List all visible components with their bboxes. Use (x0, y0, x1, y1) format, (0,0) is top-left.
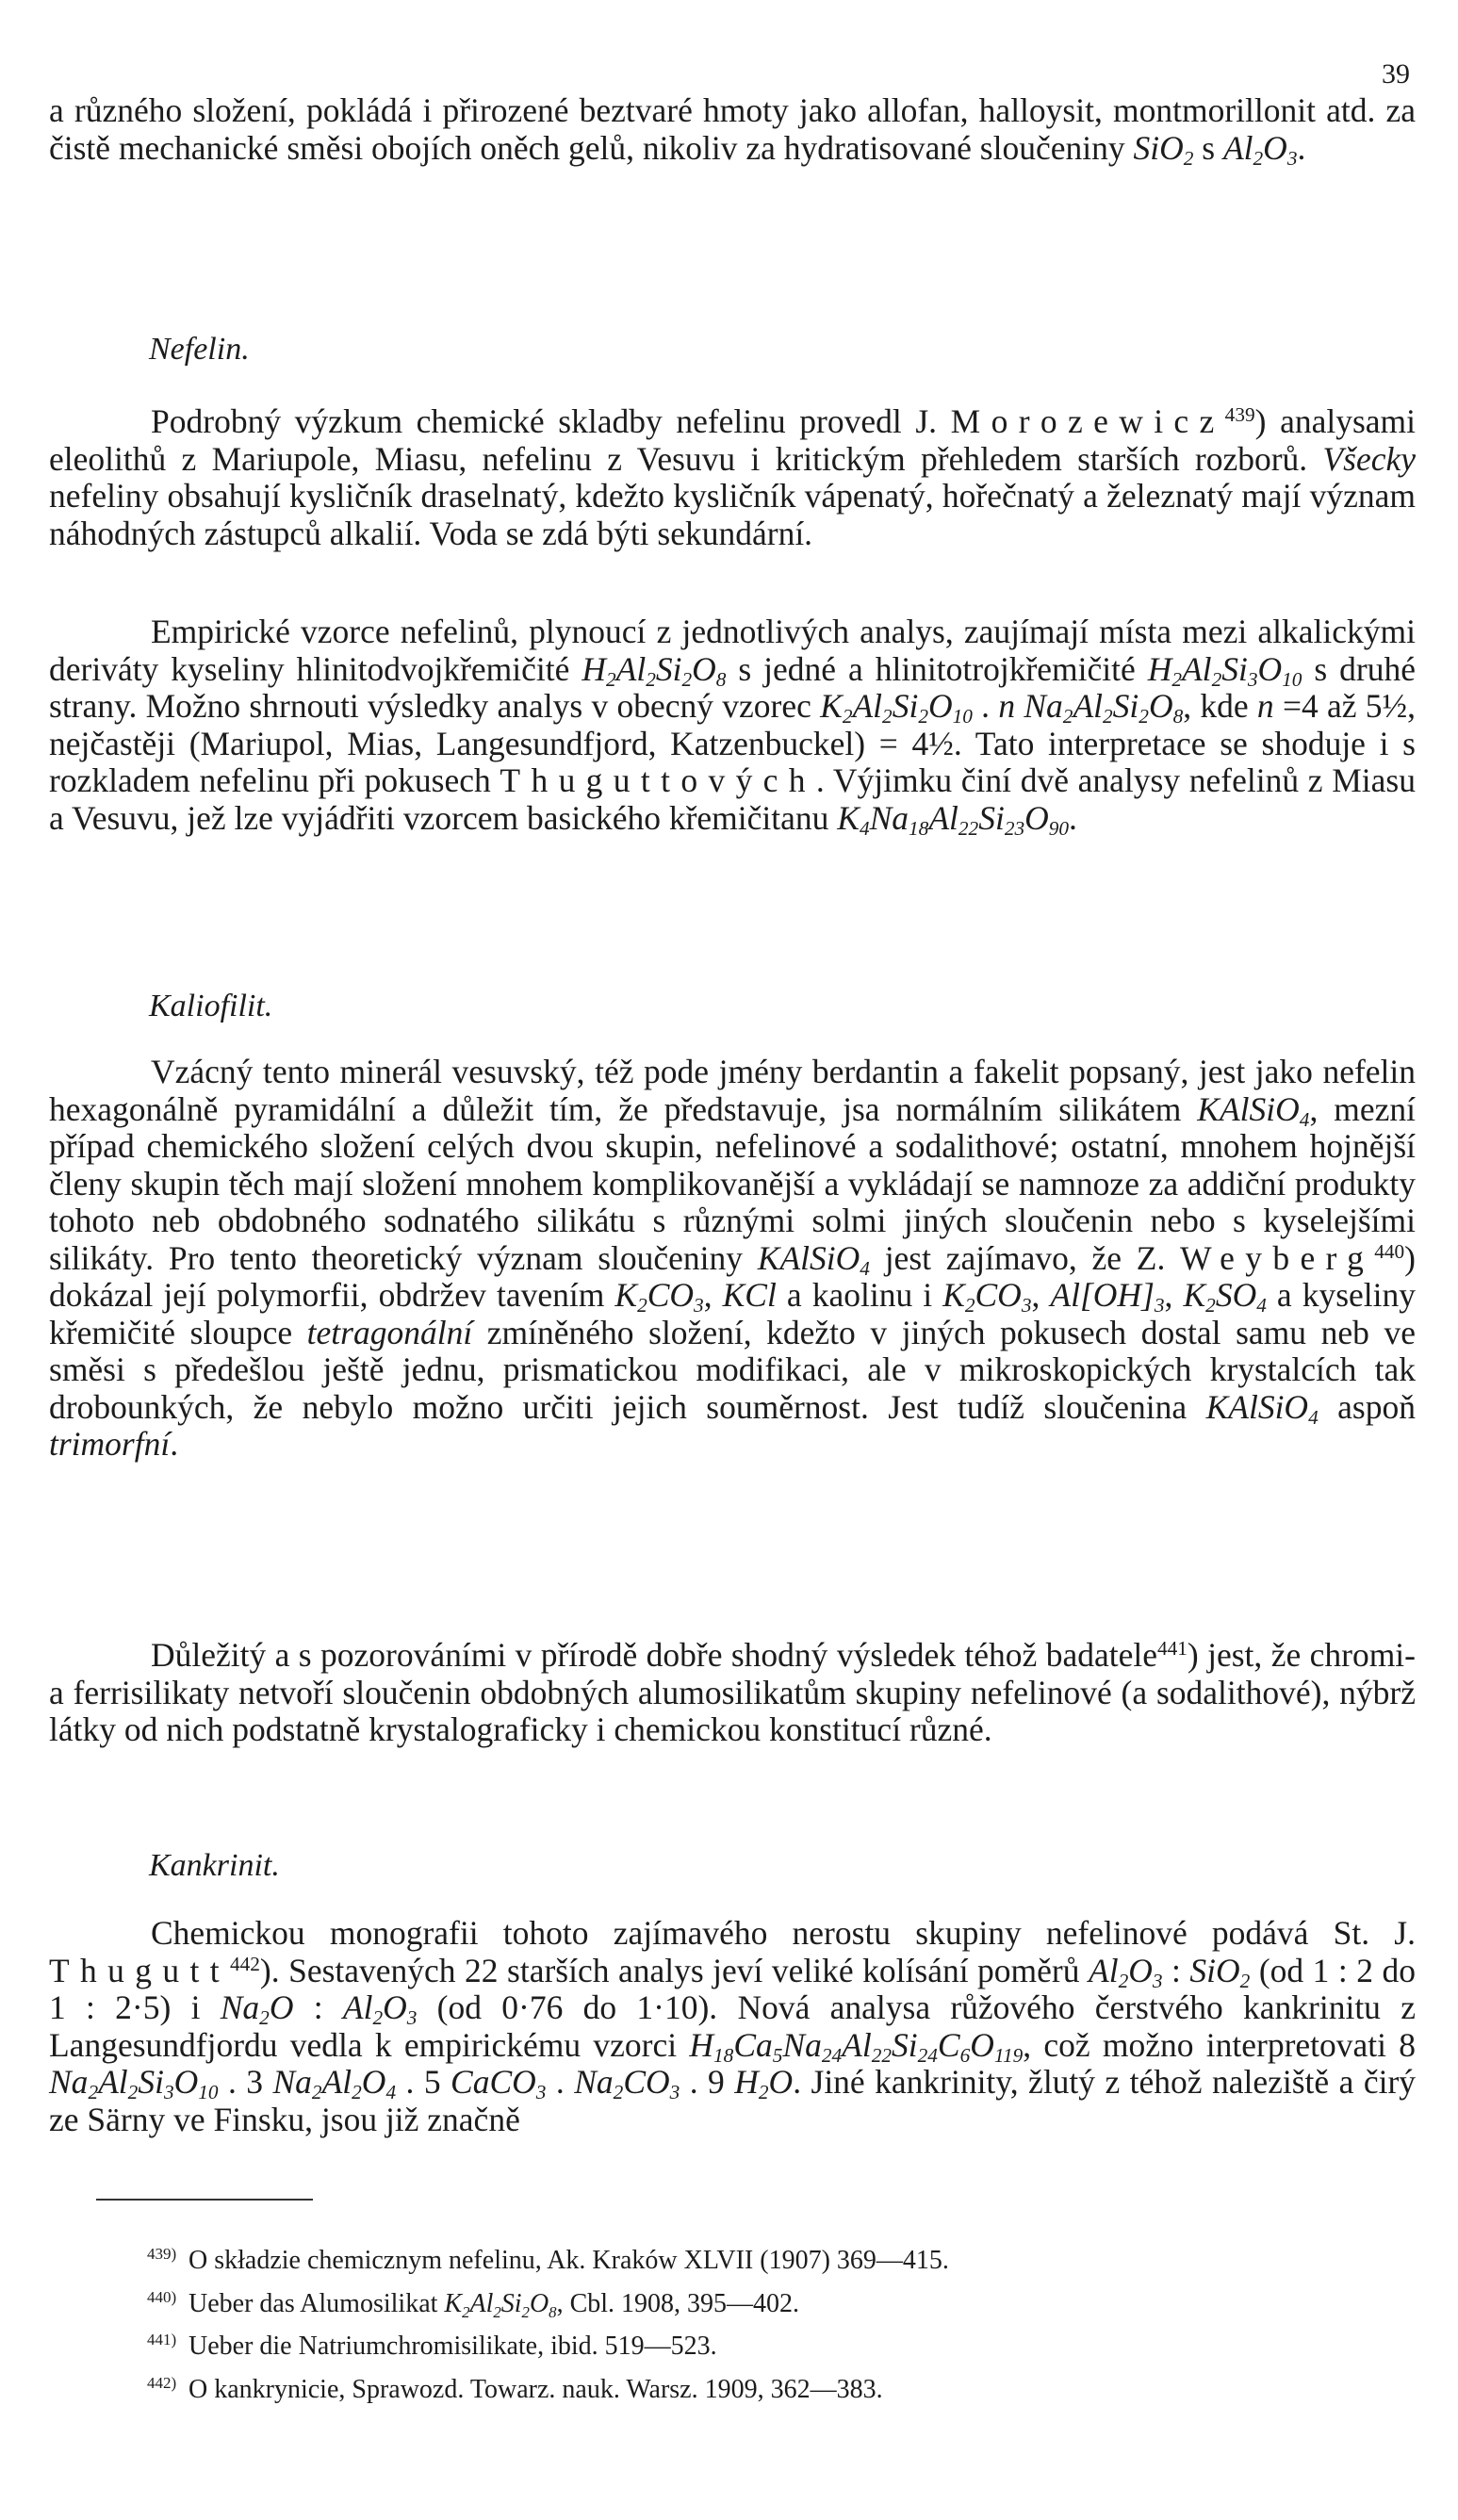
footnote-separator (96, 2199, 313, 2201)
footnote-439: 439) O składzie chemicznym nefelinu, Ak. Kraków XLVII (1907) 369—415. (147, 2245, 949, 2275)
paragraph-allofan: a různého složení, pokládá i přirozené beztvaré hmoty jako allofan, halloysit, montmorillonit atd. za čistě mechanické směsi obojích oněch gelů, nikoliv za hydratisované sloučeniny SiO$_2$ s $Al_2O_3$. (49, 91, 1416, 170)
footnotes (147, 2236, 1419, 2408)
footnote-440: 440) Ueber das Alumosilikat $K_2Al_2Si_2O_8$, Cbl. 1908, 395—402. (147, 2287, 800, 2321)
page-number: 39 (1382, 58, 1410, 90)
paragraph-morozewicz: Podrobný výzkum chemické skladby nefelinu provedl J. Morozewicz$^{439}$) analysami eleolithů z Mariupole, Miasu, nefelinu z Vesuvu i kritickým přehledem starších rozborů. Všecky nefeliny obsahují kysličník draselnatý, kdežto kysličník vápenatý, hořečnatý a železnatý mají význam náhodných zástupců alkalií. Voda se zdá býti sekundární. (49, 402, 1416, 552)
section-heading-kankrinit: Kankrinit. (149, 1848, 280, 1883)
footnote-442: 442) O kankrynicie, Sprawozd. Towarz. nauk. Warsz. 1909, 362—383. (147, 2373, 883, 2404)
footnote-441: 441) Ueber die Natriumchromisilikate, ibid. 519—523. (147, 2331, 717, 2361)
paragraph-kaliofilit: Vzácný tento minerál vesuvský, též pode jmény berdantin a fakelit popsaný, jest jako nefelin hexagonálně pyramidální a důležit tím, že představuje, jsa normálním silikátem KAlSiO$_4$, mezní případ chemického složení celých dvou skupin, nefelinové a sodalithové; ostatní, mnohem hojnější členy skupin těch mají složení mnohem komplikovanější a vykládají se namnoze za addiční produkty tohoto neb obdobného sodnatého silikátu s různými solmi jiných sloučenin nebo s kyselejšími silikáty. Pro tento theoretický význam sloučeniny KAlSiO$_4$ jest zajímavo, že Z. Weyberg$^{440}$) dokázal její polymorfii, obdržev tavením $K_2CO_3$, KCl a kaolinu i $K_2CO_3$, $Al[OH]_3$, $K_2SO_4$ a kyseliny křemičité sloupce tetragonální zmíněného složení, kdežto v jiných pokusech dostal samu neb ve směsi s předešlou ještě jednu, prismatickou modifikaci, ale v mikroskopických krystalcích tak drobounkých, že nebylo možno určiti jejich souměrnost. Jest tudíž sloučenina KAlSiO$_4$ aspoň trimorfní. (49, 1053, 1417, 1463)
section-heading-kaliofilit: Kaliofilit. (149, 989, 273, 1023)
paragraph-chromisilikaty: Důležitý a s pozorováními v přírodě dobře shodný výsledek téhož badatele$^{441}$) jest, že chromi- a ferrisilikaty netvoří sloučenin obdobných alumosilikatům skupiny nefelinové (a sodalithové), nýbrž látky od nich podstatně krystalograficky i chemickou konstitucí různé. (49, 1636, 1416, 1748)
paragraph-kankrinit: Chemickou monografii tohoto zajímavého nerostu skupiny nefelinové podává St. J. Thugutt$^{442}$). Sestavených 22 starších analys jeví veliké kolísání poměrů $Al_2O_3$ : SiO$_2$ (od 1 : 2 do 1 : 2·5) i $Na_2O$ : $Al_2O_3$ (od 0·76 do 1·10). Nová analysa růžového čerstvého kankrinitu z Langesundfjordu vedla k empirickému vzorci $H_{18}Ca_5Na_{24}Al_{22}Si_{24}C_6O_{119}$, což možno interpretovati 8 $Na_2Al_2Si_3O_{10}$ . 3 $Na_2Al_2O_4$ . 5 CaCO$_3$ . $Na_2CO_3$ . 9 $H_2O$. Jiné kankrinity, žlutý z téhož naleziště a čirý ze Särny ve Finsku, jsou již značně (49, 1914, 1417, 2138)
paragraph-empiricke-vzorce: Empirické vzorce nefelinů, plynoucí z jednotlivých analys, zaujímají místa mezi alkalickými deriváty kyseliny hlinitodvojkřemičité $H_2Al_2Si_2O_8$ s jedné a hlinitotrojkřemičité $H_2Al_2Si_3O_{10}$ s druhé strany. Možno shrnouti výsledky analys v obecný vzorec $K_2Al_2Si_2O_{10}$ . n $Na_2Al_2Si_2O_8$, kde n =4 až 5½, nejčastěji (Mariupol, Mias, Langesundfjord, Katzenbuckel) = 4½. Tato interpretace se shoduje i s rozkladem nefelinu při pokusech Thuguttových. Výjimku činí dvě analysy nefelinů z Miasu a Vesuvu, jež lze vyjádřiti vzorcem basického křemičitanu $K_4Na_{18}Al_{22}Si_{23}O_{90}$. (49, 613, 1417, 840)
section-heading-nefelin: Nefelin. (149, 332, 250, 367)
